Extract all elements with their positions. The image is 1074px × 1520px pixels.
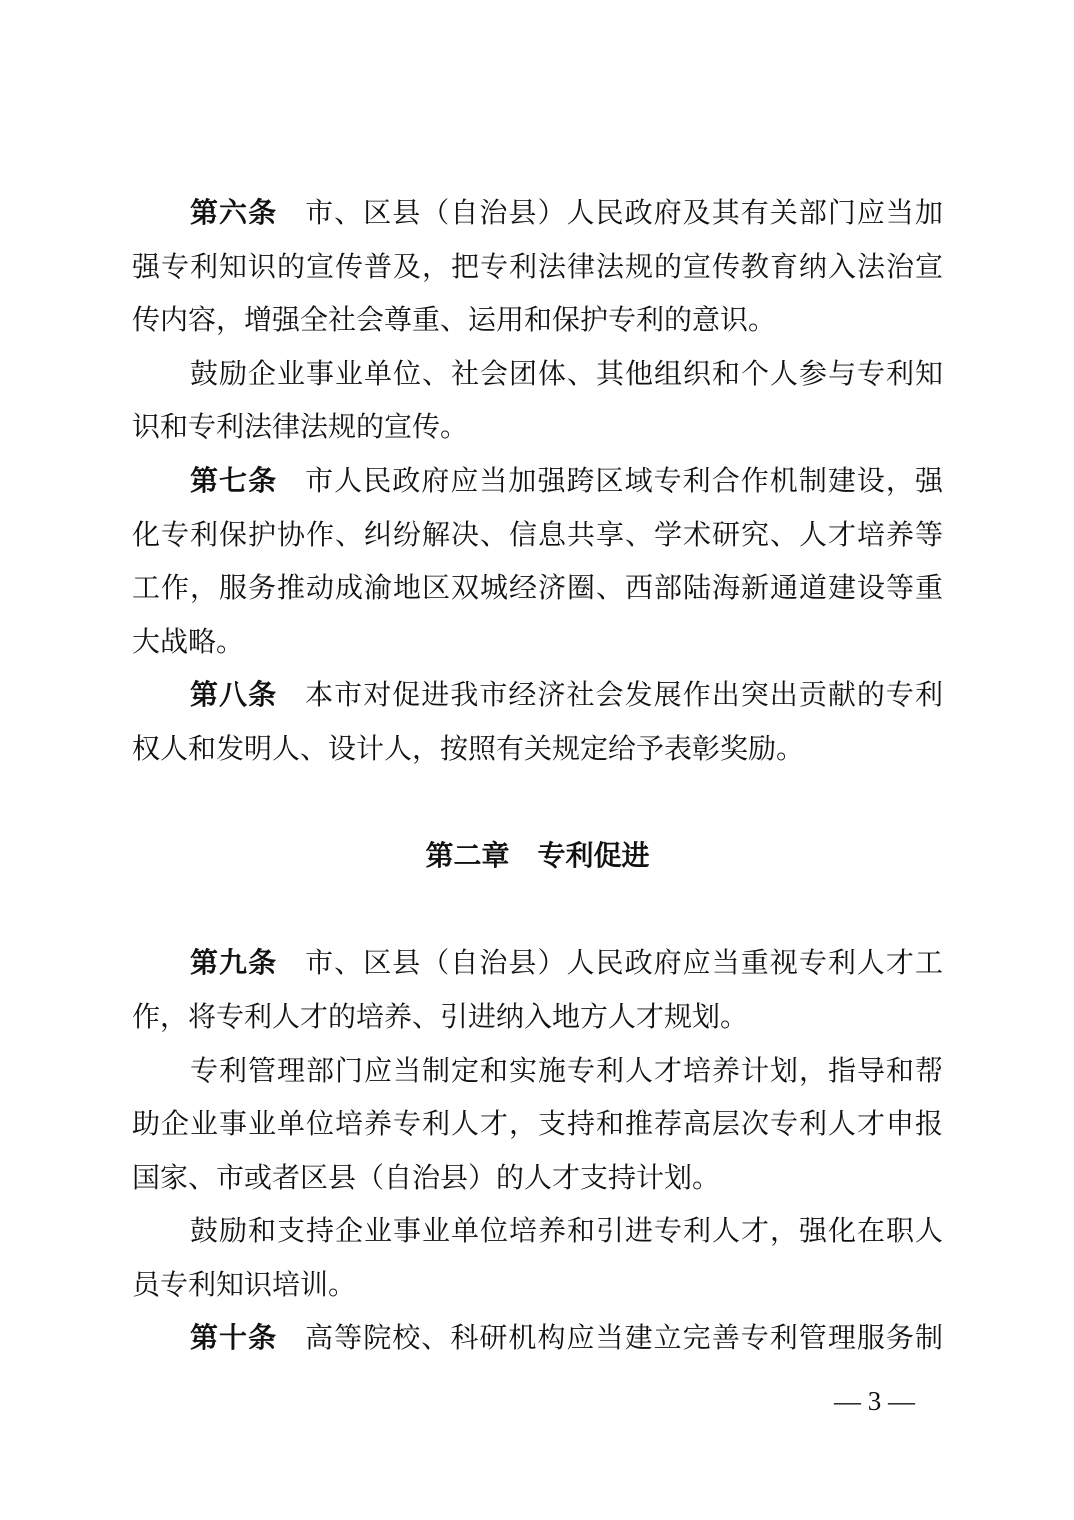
article-line: 权人和发明人、设计人，按照有关规定给予表彰奖励。 <box>132 731 805 765</box>
paragraph-line: 鼓励企业事业单位、社会团体、其他组织和个人参与专利知 <box>190 356 943 390</box>
article-label: 第十条 <box>190 1321 278 1355</box>
article-6-paragraph-2 <box>132 347 943 454</box>
article-line: 作，将专利人才的培养、引进纳入地方人才规划。 <box>132 999 749 1033</box>
article-line: 传内容，增强全社会尊重、运用和保护专利的意识。 <box>132 303 777 337</box>
article-label: 第九条 <box>190 946 278 980</box>
article-text: 市、区县（自治县）人民政府及其有关部门应当加 <box>305 196 943 229</box>
paragraph-line: 员专利知识培训。 <box>132 1267 357 1301</box>
article-text: 本市对促进我市经济社会发展作出突出贡献的专利 <box>305 678 943 712</box>
article-6 <box>132 186 943 347</box>
article-line <box>132 668 943 722</box>
chapter-heading: 第二章 专利促进 <box>425 839 650 873</box>
article-line: 工作，服务推动成渝地区双城经济圈、西部陆海新通道建设等重 <box>132 571 943 605</box>
article-9-paragraph-3 <box>132 1204 943 1311</box>
article-line: 强专利知识的宣传普及，把专利法律法规的宣传教育纳入法治宣 <box>132 249 943 283</box>
paragraph-line: 识和专利法律法规的宣传。 <box>132 410 469 444</box>
article-label: 第八条 <box>190 678 278 712</box>
article-line: 大战略。 <box>132 624 245 658</box>
article-9-paragraph-2 <box>132 1044 943 1205</box>
document-body <box>132 186 943 1365</box>
article-8 <box>132 668 943 775</box>
paragraph-line: 鼓励和支持企业事业单位培养和引进专利人才，强化在职人 <box>190 1214 943 1248</box>
paragraph-line: 助企业事业单位培养专利人才，支持和推荐高层次专利人才申报 <box>132 1107 943 1141</box>
article-label: 第七条 <box>190 463 278 497</box>
paragraph-line: 专利管理部门应当制定和实施专利人才培养计划，指导和帮 <box>190 1053 943 1087</box>
article-line <box>132 454 943 508</box>
article-text: 市、区县（自治县）人民政府应当重视专利人才工 <box>305 946 943 980</box>
article-label: 第六条 <box>190 196 278 229</box>
article-line <box>132 186 943 240</box>
article-10 <box>132 1311 943 1365</box>
article-9 <box>132 936 943 1043</box>
article-line <box>132 1311 943 1365</box>
article-7 <box>132 454 943 668</box>
article-line <box>132 936 943 990</box>
article-line: 化专利保护协作、纠纷解决、信息共享、学术研究、人才培养等 <box>132 517 943 551</box>
article-text: 市人民政府应当加强跨区域专利合作机制建设，强 <box>305 463 943 497</box>
paragraph-line: 国家、市或者区县（自治县）的人才支持计划。 <box>132 1160 721 1194</box>
article-text: 高等院校、科研机构应当建立完善专利管理服务制 <box>305 1321 943 1355</box>
page-number: — 3 — <box>834 1386 915 1416</box>
